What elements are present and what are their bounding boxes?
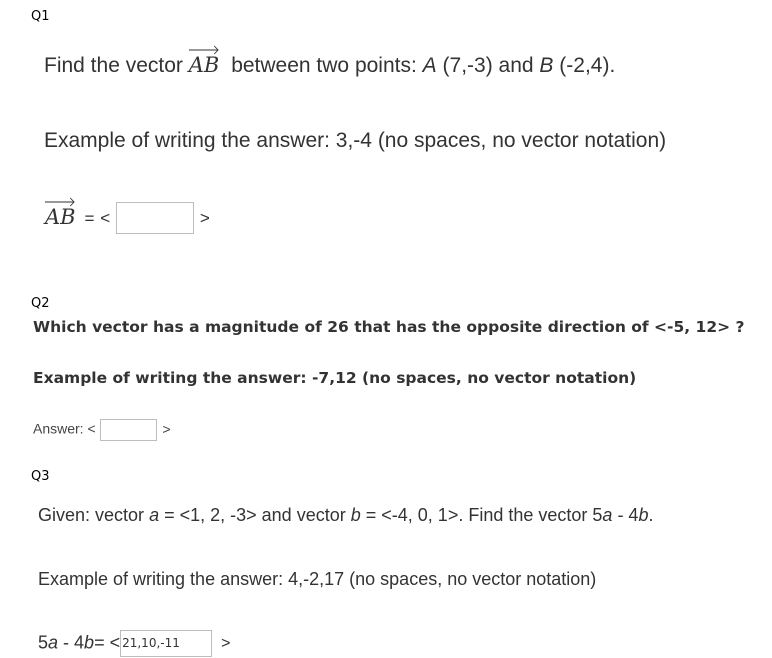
q1-question: [44, 53, 615, 78]
q3-example: Example of writing the answer: 4,-2,17 (no spaces, no vector notation): [38, 569, 597, 589]
q3-given-part-2: = <1, 2, -3> and vector: [164, 505, 346, 525]
q3-given-part-1: Given: vector: [38, 505, 145, 525]
q1-point-a-name: A: [422, 54, 437, 77]
q3-given-part-4: - 4: [617, 505, 639, 525]
q2-example: Example of writing the answer: -7,12 (no spaces, no vector notation): [33, 369, 637, 387]
q3-ans-var-b: b: [84, 632, 95, 653]
q3-ans-eq: = <: [94, 632, 121, 653]
q3-var-b2: b: [638, 505, 649, 525]
q1-close-bracket: >: [199, 208, 210, 228]
q3-given: [38, 505, 653, 526]
q3-ans-coef: 5: [38, 632, 49, 653]
q2-close-bracket: >: [162, 420, 171, 437]
q1-point-b-name: B: [539, 54, 554, 77]
q1-text-before: Find the vector: [44, 54, 183, 77]
q2-answer-input[interactable]: [100, 419, 157, 441]
q3-given-part-3: = <-4, 0, 1>. Find the vector 5: [365, 505, 603, 525]
vector-arrow-icon: [45, 196, 76, 206]
q3-ans-minus: - 4: [58, 632, 85, 653]
q1-answer-row: [45, 202, 210, 234]
q1-answer-vector: AB: [45, 205, 76, 229]
q3-var-b: b: [350, 505, 361, 525]
q2-answer-row: [33, 419, 171, 441]
q1-text-after: between two points:: [231, 54, 417, 77]
q3-ans-var-a: a: [48, 632, 59, 653]
q1-answer-input[interactable]: [116, 202, 194, 234]
q3-var-a2: a: [602, 505, 613, 525]
q3-answer-row: [38, 630, 230, 657]
q1-label: Q1: [31, 9, 50, 24]
q1-point-b-coords: (-2,4).: [559, 54, 616, 77]
q1-point-a-coords: (7,-3) and: [442, 54, 534, 77]
q3-label: Q3: [31, 469, 50, 484]
vector-arrow-icon: [189, 44, 220, 54]
q2-label: Q2: [31, 296, 50, 311]
q1-equals: =: [84, 208, 95, 228]
q3-answer-input[interactable]: 21,10,-11: [120, 630, 212, 657]
q2-question: Which vector has a magnitude of 26 that has the opposite direction of <-5, 12> ?: [33, 318, 745, 336]
q2-answer-label: Answer: <: [33, 420, 96, 437]
q1-vector-ab: AB: [189, 53, 220, 77]
q1-open-bracket: <: [100, 208, 111, 228]
q3-given-part-5: .: [648, 505, 654, 525]
q3-var-a: a: [149, 505, 160, 525]
q1-example: Example of writing the answer: 3,-4 (no spaces, no vector notation): [44, 129, 667, 152]
q3-close-bracket: >: [221, 635, 231, 653]
